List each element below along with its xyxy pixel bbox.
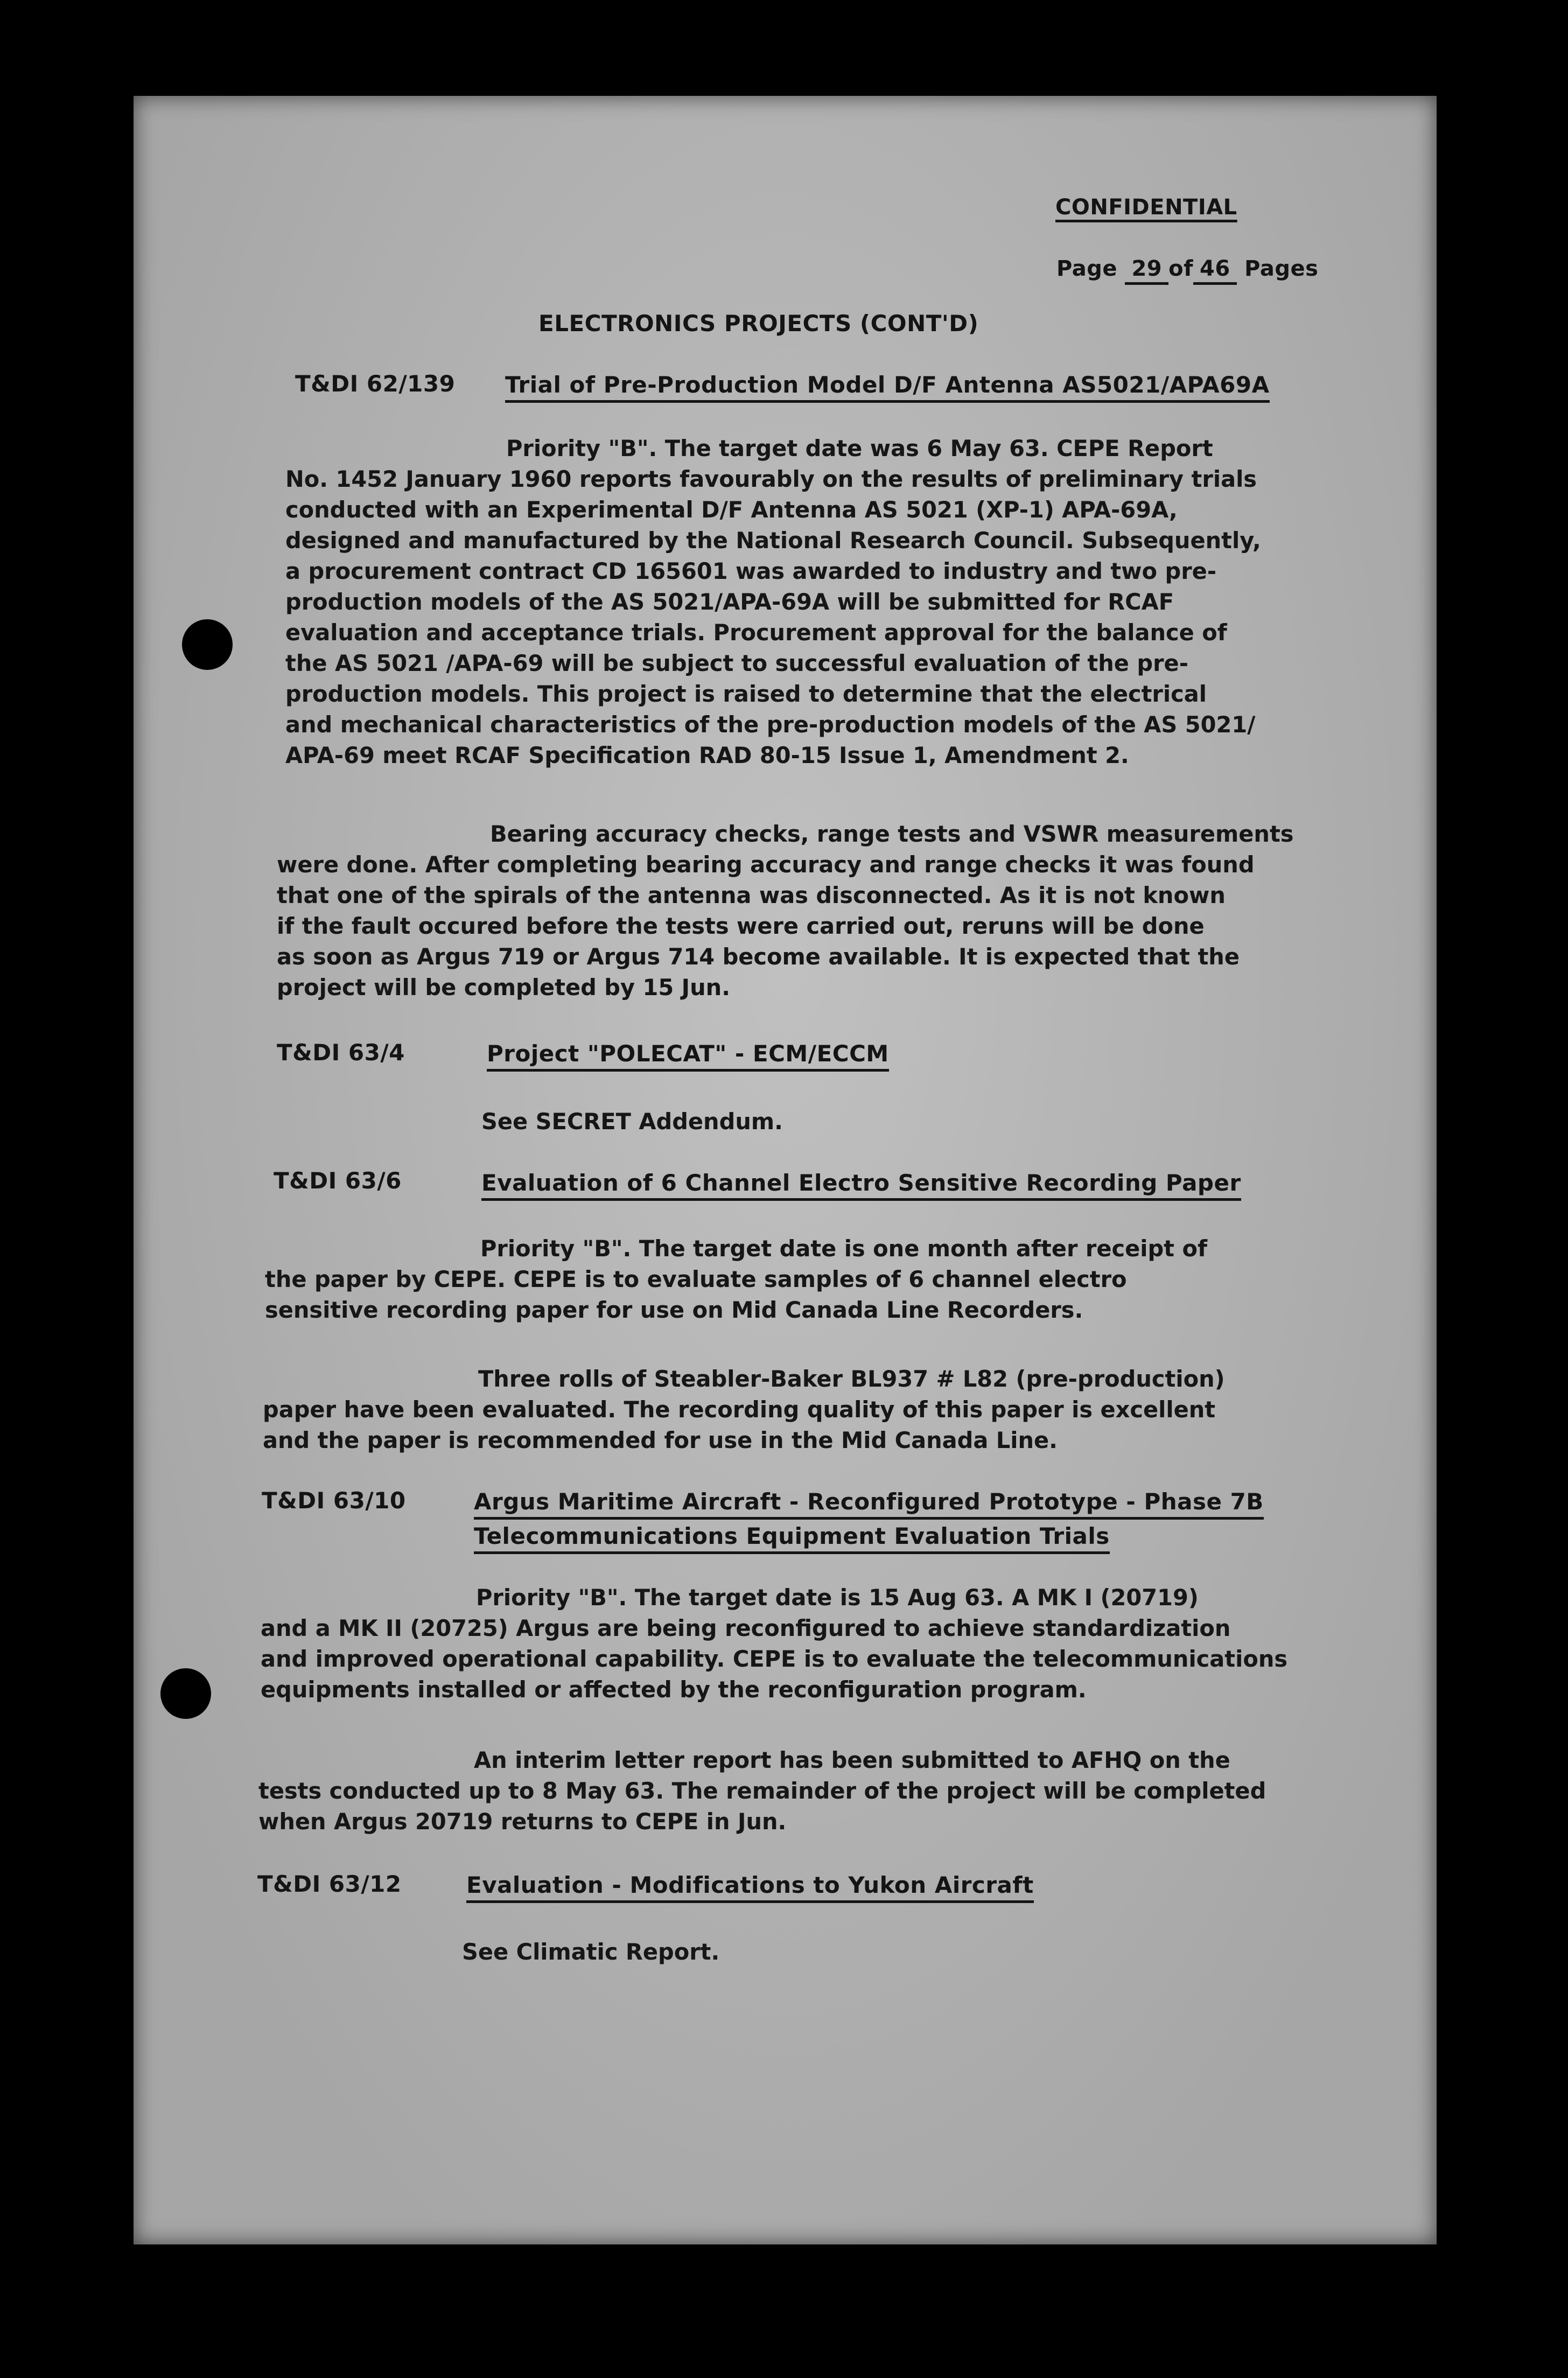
section-title: Argus Maritime Aircraft - Reconfigured Prototype - Phase 7B — [474, 1488, 1264, 1520]
section-code: T&DI 63/10 — [262, 1487, 406, 1514]
section-code: T&DI 63/12 — [257, 1871, 402, 1897]
section-title: Trial of Pre-Production Model D/F Antenna AS5021/APA69A — [505, 372, 1270, 403]
section-paragraph: See SECRET Addendum. — [481, 1108, 783, 1135]
page-total: 46 — [1193, 256, 1237, 285]
section-paragraph: Priority "B". The target date is 15 Aug 63. A MK I (20719) and a MK II (20725) Argus are being reconfigured to achieve standardization and improved operational capability. CEPE is to evaluate the telecommunications equipments installed or affected by the reconfiguration program. — [261, 1584, 1288, 1703]
of-word: of — [1168, 256, 1193, 281]
section-paragraph: Bearing accuracy checks, range tests and VSWR measurements were done. After completing bearing accuracy and range checks it was found that one of the spirals of the antenna was disconnected. As it is not known if the fault occured before the tests were carried out, reruns will be done as soon as Argus 719 or Argus 714 become available. It is expected that the project will be completed by 15 Jun. — [277, 821, 1294, 1001]
page-indicator — [1056, 256, 1318, 285]
page-number: 29 — [1125, 256, 1168, 285]
pages-word: Pages — [1244, 256, 1319, 281]
section-paragraph: An interim letter report has been submitted to AFHQ on the tests conducted up to 8 May 63. The remainder of the project will be completed when Argus 20719 returns to CEPE in Jun. — [258, 1747, 1266, 1835]
section-code: T&DI 62/139 — [295, 370, 456, 397]
section-paragraph: Priority "B". The target date was 6 May 63. CEPE Report No. 1452 January 1960 reports favourably on the results of preliminary trials conducted with an Experimental D/F Antenna AS 5021 (XP-1) APA-69A, designed and manufactured by the National Research Council. Subsequently, a procurement contract CD 165601 was awarded to industry and two pre- production models of the AS 5021/APA-69A will be submitted for RCAF evaluation and acceptance trials. Procurement approval for the balance of the AS 5021 /APA-69 will be subject to successful evaluation of the pre- production models. This project is raised to determine that the electrical and mechanical characteristics of the pre-production models of the AS 5021/ APA-69 meet RCAF Specification RAD 80-15 Issue 1, Amendment 2. — [285, 435, 1261, 768]
section-paragraph: See Climatic Report. — [462, 1939, 720, 1965]
section-code: T&DI 63/4 — [277, 1039, 405, 1066]
page-word: Page — [1056, 256, 1117, 281]
section-title: Project "POLECAT" - ECM/ECCM — [487, 1040, 889, 1072]
section-paragraph: Three rolls of Steabler-Baker BL937 # L82 (pre-production) paper have been evaluated. The recording quality of this paper is excellent and the paper is recommended for use in the Mid Canada Line. — [263, 1366, 1225, 1453]
page-heading: ELECTRONICS PROJECTS (CONT'D) — [538, 310, 979, 337]
section-code: T&DI 63/6 — [274, 1167, 402, 1194]
punch-hole-icon — [160, 1668, 211, 1719]
section-title: Evaluation of 6 Channel Electro Sensitive Recording Paper — [481, 1170, 1241, 1201]
classification-label: CONFIDENTIAL — [1055, 195, 1237, 220]
punch-hole-icon — [182, 619, 233, 670]
section-title-continuation: Telecommunications Equipment Evaluation Trials — [474, 1523, 1110, 1554]
section-title: Evaluation - Modifications to Yukon Aircraft — [466, 1872, 1034, 1903]
section-paragraph: Priority "B". The target date is one month after receipt of the paper by CEPE. CEPE is to evaluate samples of 6 channel electro sensitive recording paper for use on Mid Canada Line Recorders. — [265, 1235, 1208, 1323]
